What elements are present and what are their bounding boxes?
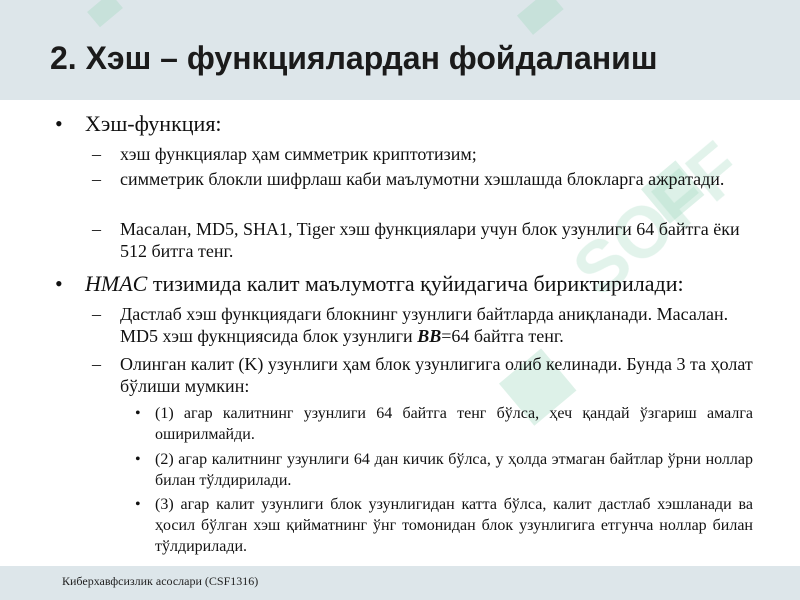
bullet-dot-icon: • (55, 271, 63, 296)
slide-title: 2. Хэш – функциялардан фойдаланиш (50, 40, 658, 76)
bullet-hmac: • HMAC тизимида калит маълумотга қуйидагича бириктирилади: (55, 271, 684, 296)
bullet-dot-icon: • (135, 496, 141, 513)
footer-text: Киберхавфсизлик асослари (CSF1316) (62, 574, 259, 588)
bullet-dot-icon: • (135, 451, 141, 468)
bullet-dot-icon: • (55, 111, 63, 136)
sub-item: – Масалан, MD5, SHA1, Tiger хэш функциялари учун блок узунлиги 64 байтга ёки 512 битга тенг. (92, 219, 740, 261)
dash-icon: – (92, 304, 101, 324)
dash-icon: – (92, 169, 101, 189)
case-item: • (3) агар калит узунлиги блок узунлигидан катта бўлса, калит дастлаб хэшланади ва ҳосил бўлган хэш қийматнинг ўнг томонидан блок узунлигига етгунча ноллар билан тўлдирилади. (135, 496, 753, 555)
bullet-hash-function: • Хэш-функция: (55, 111, 222, 136)
case-item: • (1) агар калитнинг узунлиги 64 байтга тенг бўлса, ҳеч қандай ўзгариш амалга оширилмайди. (135, 405, 753, 443)
dash-icon: – (92, 219, 101, 239)
dash-icon: – (92, 144, 101, 164)
sub-item: – Дастлаб хэш функциядаги блокнинг узунлиги байтларда аниқланади. Масалан. MD5 хэш фукнциясида блок узунлиги BB=64 байтга тенг. (92, 304, 729, 346)
sub-item: – Олинган калит (K) узунлиги ҳам блок узунлигига олиб келинади. Бунда 3 та ҳолат бўлиши мумкин: (92, 354, 753, 396)
sub-item: – симметрик блокли шифрлаш каби маълумотни хэшлашда блокларга ажратади. (92, 169, 725, 189)
watermark-text: SOFF (558, 127, 758, 313)
dash-icon: – (92, 354, 101, 374)
sub-item: – хэш функциялар ҳам симметрик криптотизим; (92, 144, 477, 164)
bb-term: BB (417, 326, 442, 346)
bullet-dot-icon: • (135, 405, 141, 422)
hmac-term: HMAC (85, 271, 148, 296)
case-item: • (2) агар калитнинг узунлиги 64 дан кичик бўлса, у ҳолда этмаган байтлар ўрни ноллар билан тўлдирилади. (135, 451, 753, 489)
